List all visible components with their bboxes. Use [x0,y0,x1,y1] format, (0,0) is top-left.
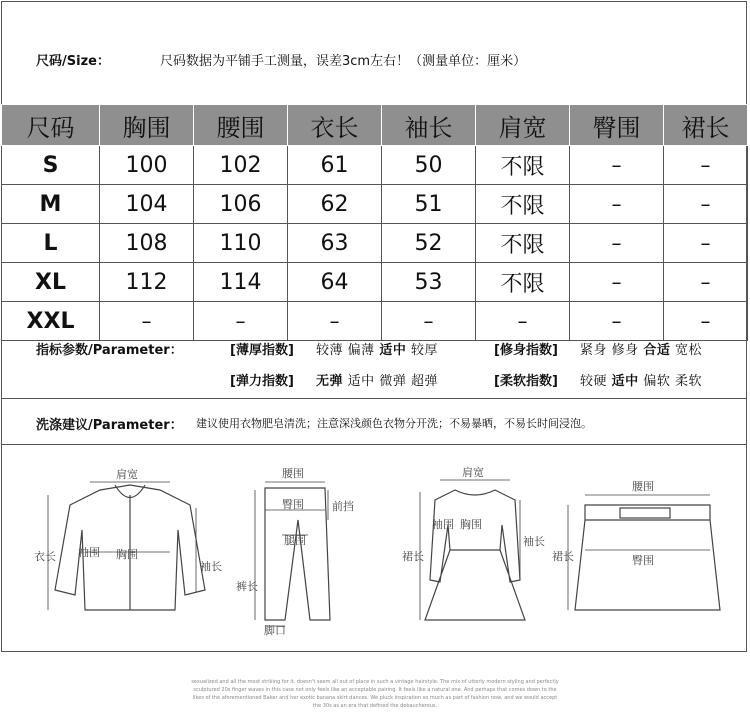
diagrams-svg [20,460,730,640]
col-header-sleeve: 袖长 [382,105,476,146]
table-row [2,185,748,224]
skirt-length-label: 裙长 [552,550,574,563]
col-header-skirt-length: 裙长 [664,105,748,146]
table-cell: – [288,302,382,341]
softness-tag: [柔软指数] [494,374,558,389]
table-cell: – [664,263,748,302]
table-row [2,302,748,341]
table-cell: 不限 [476,263,570,302]
table-cell: 104 [100,185,194,224]
table-cell: – [570,302,664,341]
pants-waist-label: 腰围 [282,467,304,480]
table-cell: 不限 [476,224,570,263]
softness-options: 较硬 适中 偏软 柔软 [580,374,702,389]
care-text: 建议使用衣物肥皂清洗；注意深浅颜色衣物分开洗；不易暴晒，不易长时间浸泡。 [196,417,592,430]
jacket-cuff-label: 袖围 [78,546,100,559]
table-row [2,263,748,302]
table-cell: – [664,146,748,185]
table-cell: 62 [288,185,382,224]
fit-options: 紧身 修身 合适 宽松 [580,343,702,358]
table-cell: 50 [382,146,476,185]
jacket-shoulder-label: 肩宽 [116,468,138,481]
table-cell: 106 [194,185,288,224]
table-row [2,224,748,263]
col-header-hip: 臀围 [570,105,664,146]
care-label: 洗涤建议/Parameter： [36,418,183,433]
table-cell: 不限 [476,146,570,185]
table-cell: 63 [288,224,382,263]
table-cell: – [570,146,664,185]
dress-shoulder-label: 肩宽 [462,466,484,479]
pants-front-rise-label: 前挡 [332,500,354,513]
table-cell: 110 [194,224,288,263]
pants-hip-label: 臀围 [282,498,304,511]
table-cell: – [570,224,664,263]
table-cell: – [664,302,748,341]
col-header-shoulder: 肩宽 [476,105,570,146]
thickness-tag: [薄厚指数] [230,343,294,358]
pants-thigh-label: 腿围 [284,534,306,547]
table-cell: 100 [100,146,194,185]
size-label: 尺码/Size： [36,54,110,69]
thickness-options: 较薄 偏薄 适中 较厚 [316,343,438,358]
table-cell: – [664,185,748,224]
col-header-chest: 胸围 [100,105,194,146]
table-cell: 112 [100,263,194,302]
table-cell: – [100,302,194,341]
elasticity-options: 无弹 适中 微弹 超弹 [316,374,438,389]
table-row [2,146,748,185]
table-cell: 52 [382,224,476,263]
table-cell: 不限 [476,185,570,224]
table-cell: – [194,302,288,341]
dress-cuff-label: 袖围 [432,518,454,531]
table-cell: – [382,302,476,341]
size-cell: L [2,224,100,263]
size-cell: S [2,146,100,185]
dress-length-label: 裙长 [402,550,424,563]
dress-chest-label: 胸围 [460,518,482,531]
table-cell: 61 [288,146,382,185]
pants-outseam-label: 裤长 [236,580,258,593]
divider [1,444,747,445]
col-header-size: 尺码 [2,105,100,146]
table-cell: 114 [194,263,288,302]
skirt-waist-label: 腰围 [632,480,654,493]
measurement-note: 尺码数据为平铺手工测量，误差3cm左右！（测量单位：厘米） [160,54,527,69]
table-cell: – [664,224,748,263]
table-cell: 53 [382,263,476,302]
size-cell: XL [2,263,100,302]
size-table [1,104,748,341]
divider [1,398,747,399]
jacket-sleeve-label: 袖长 [200,560,222,573]
jacket-length-label: 衣长 [34,550,56,563]
dress-sleeve-label: 袖长 [523,535,545,548]
table-cell: – [476,302,570,341]
measurement-diagrams [20,460,730,640]
footer-text: sexualized and all the most striking for it. doesn't seem all out of place in such a vintage hairstyle. The mix of utterly modern styling and perfectly sculptured 20s finger waves in this case not only feels like an acceptable pairing. It feels like a natural one. And perhaps that comes down to the likes of the aforementioned Baker and her exotic banana skirt dances. We pluck inspiration so much as part of fashion now, and we would accept the 30s as an era that defined the debaucherous. [191,679,559,709]
table-cell: – [570,185,664,224]
elasticity-tag: [弹力指数] [230,374,294,389]
skirt-diagram [568,495,720,610]
table-cell: 51 [382,185,476,224]
col-header-length: 衣长 [288,105,382,146]
size-cell: M [2,185,100,224]
table-cell: – [570,263,664,302]
parameter-label: 指标参数/Parameter： [36,343,183,358]
pants-hem-label: 脚口 [264,624,286,637]
table-cell: 102 [194,146,288,185]
col-header-waist: 腰围 [194,105,288,146]
size-cell: XXL [2,302,100,341]
table-cell: 64 [288,263,382,302]
table-cell: 108 [100,224,194,263]
skirt-hip-label: 臀围 [632,554,654,567]
dress-diagram [420,480,525,620]
jacket-diagram [48,482,205,610]
fit-tag: [修身指数] [494,343,558,358]
jacket-chest-label: 胸围 [116,548,138,561]
table-header-row [2,105,748,146]
